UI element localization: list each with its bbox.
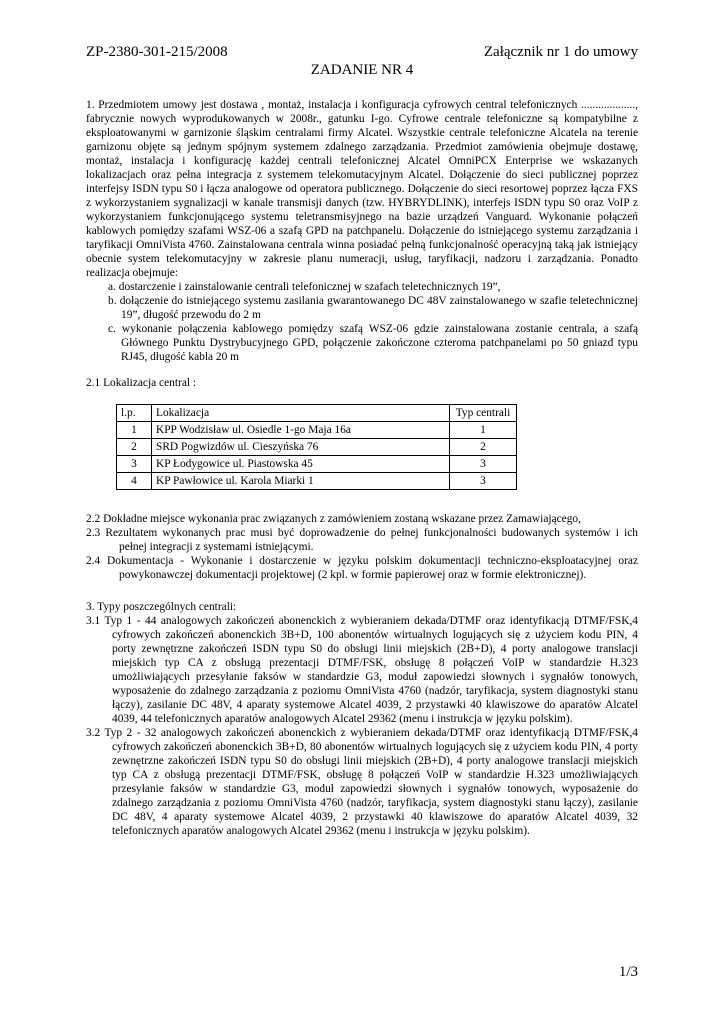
list-item-c: c. wykonanie połączenia kablowego pomiędzy szafą WSZ-06 gdzie zainstalowana zostanie centrala, a szafą Głównego Punktu Dystrybucyjnego GPD, połączenie zakończone czteroma patchpanelami po 50 gniazd typu RJ45, długość kabla 20 m [108,323,638,363]
table-row [117,439,517,456]
section-3-2: 3.2 Typ 2 - 32 analogowych zakończeń abonenckich z wybieraniem dekada/DTMF oraz identyfikacją DTMF/FSK,4 cyfrowych zakończeń abonenckich 3B+D, 80 abonentów wirtualnych logujących się z użyciem kodu PIN, 4 porty zewnętrzne zakończeń ISDN typu S0 do obsługi linii miejskich (2B+D), 4 porty analogowe translacji miejskich typ CA z obsługą prezentacji DTMF/FSK, obsługę 8 połączeń VoIP w standardzie H.323 umożliwiających przesyłanie faksów w standardzie G3, moduł zapowiedzi słownych i sygnałów tonowych, wyposażenie do zdalnego zarządzania z poziomu OmniVista 4760 (nadzór, taryfikacja, system diagnostyki stanu łączy), zasilanie DC 48V, 4 aparaty systemowe Alcatel 4039, 2 przystawki 40 klawiszowe do aparatów Alcatel 4039, 32 telefonicznych aparatów analogowych Alcatel 29362 (menu i instrukcja w języku polskim). [86,727,638,837]
locations-table [116,404,517,490]
cell-location: KP Łodygowice ul. Piastowska 45 [152,456,450,473]
header-location: Lokalizacja [152,405,450,422]
cell-location: KP Pawłowice ul. Karola Miarki 1 [152,473,450,490]
section-2-1-label: 2.1 Lokalizacja central : [86,377,197,389]
cell-lp: 4 [117,473,152,490]
document-body [86,98,638,838]
section-1-paragraph: 1. Przedmiotem umowy jest dostawa , montaż, instalacja i konfiguracja cyfrowych central telefonicznych ..................., fabrycznie nowych wyprodukowanych w 2008r., gatunku I-go. Cyfrowe centrale telefoniczne są kompatybilne z eksploatowanymi w garnizonie śląskim centralami firmy Alcatel. Wszystkie centrale telefoniczne Alcatela na terenie garnizonu objęte są jednym spójnym systemem zdalnego zarządzania. Przedmiot zamówienia obejmuje dostawę, montaż, instalacja i konfigurację każdej centrali telefonicznej Alcatel OmniPCX Enterprise we wskazanych lokalizacjach oraz pełna integracja z systemem telekomutacyjnym Alcatel. Dołączenie do sieci publicznej poprzez interfejsy ISDN typu S0 i łącza analogowe od operatora publicznego. Dołączenie do sieci resortowej poprzez łącza FXS z wykorzystaniem sygnalizacji w kanale transmisji danych (tzw. HYBRYDLINK), interfejs ISDN typu S0 oraz VoIP z wykorzystaniem funkcjonującego systemu teletransmisyjnego na bazie urządzeń Vanguard. Wykonanie połączeń kablowych pomiędzy szafami WSZ-06 a szafą GPD na patchpanelu. Dołączenie do istniejącego systemu zarządzania i taryfikacji OmniVista 4760. Zainstalowana centrala winna posiadać pełną funkcjonalność operacyjną taką jak istniejący obecnie system telekomutacyjny w zakresie planu numeracji, usług, taryfikacji, nadzoru i zarządzania. Ponadto realizacja obejmuje: [86,99,638,279]
cell-lp: 2 [117,439,152,456]
cell-type: 3 [450,473,517,490]
page-title: ZADANIE NR 4 [310,62,414,78]
header-type: Typ centrali [450,405,517,422]
section-2-4: 2.4 Dokumentacja - Wykonanie i dostarczenie w języku polskim dokumentacji techniczno-eksploatacyjnej oraz powykonawczej dokumentacji projektowej (2 kpl. w formie papierowej oraz w formie elektronicznej). [86,555,638,581]
table-header-row [117,405,517,422]
header-lp: l.p. [117,405,152,422]
document-reference: ZP-2380-301-215/2008 [86,44,228,60]
table-row [117,422,517,439]
list-item-b: b. dołączenie do istniejącego systemu zasilania gwarantowanego DC 48V zainstalowanego w szafie teletechnicznej 19”, długość przewodu do 2 m [108,295,638,321]
table-row [117,473,517,490]
section-3-1: 3.1 Typ 1 - 44 analogowych zakończeń abonenckich z wybieraniem dekada/DTMF oraz identyfikacją DTMF/FSK,4 cyfrowych zakończeń abonenckich 3B+D, 100 abonentów wirtualnych logujących się z użyciem kodu PIN, 4 porty zewnętrzne zakończeń ISDN typu S0 do obsługi linii miejskich (2B+D), 4 porty analogowe translacji miejskich typ CA z obsługą prezentacji DTMF/FSK, obsługę 8 połączeń VoIP w standardzie H.323 umożliwiających przesyłanie faksów w standardzie G3, moduł zapowiedzi słownych i sygnałów tonowych, wyposażenie do zdalnego zarządzania z poziomu OmniVista 4760 (nadzór, taryfikacja, system diagnostyki stanu łączy), zasilanie DC 48V, 4 aparaty systemowe Alcatel 4039, 2 przystawki 40 klawiszowe do aparatów Alcatel 4039, 44 telefonicznych aparatów analogowych Alcatel 29362 (menu i instrukcja w języku polskim). [86,615,638,725]
table-row [117,456,517,473]
cell-lp: 1 [117,422,152,439]
section-2-2: 2.2 Dokładne miejsce wykonania prac związanych z zamówieniem zostaną wskazane przez Zamawiającego, [86,513,581,525]
cell-type: 1 [450,422,517,439]
page-number: 1/3 [618,964,638,980]
section-3-label: 3. Typy poszczególnych centrali: [86,601,237,613]
cell-location: KPP Wodzisław ul. Osiedle 1-go Maja 16a [152,422,450,439]
cell-lp: 3 [117,456,152,473]
attachment-label: Załącznik nr 1 do umowy [483,44,638,60]
cell-type: 3 [450,456,517,473]
list-item-a: a. dostarczenie i zainstalowanie centrali telefonicznej w szafach teletechnicznych 19”, [108,281,501,293]
section-2-3: 2.3 Rezultatem wykonanych prac musi być doprowadzenie do pełnej funkcjonalności budowanych systemów i ich pełnej integracji z systemami istniejącymi. [86,527,638,553]
cell-location: SRD Pogwizdów ul. Cieszyńska 76 [152,439,450,456]
cell-type: 2 [450,439,517,456]
